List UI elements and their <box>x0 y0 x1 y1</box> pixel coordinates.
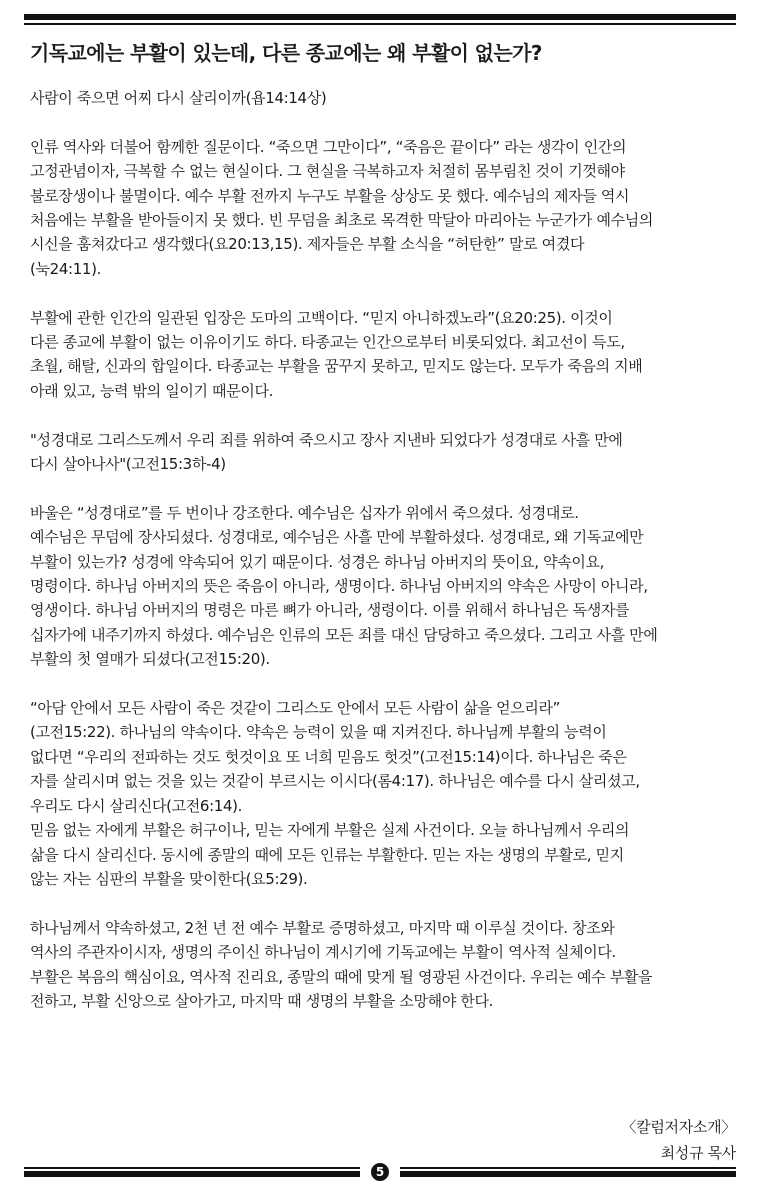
bottom-rule-right <box>400 1164 736 1180</box>
bottom-rule-left <box>24 1164 360 1180</box>
paragraph-line: 영생이다. 하나님 아버지의 명령은 마른 뼈가 아니라, 생령이다. 이를 위해서 하나님은 독생자를 <box>30 601 630 620</box>
paragraph-line: 삶을 다시 살리신다. 동시에 종말의 때에 모든 인류는 부활한다. 믿는 자는 생명의 부활로, 믿지 <box>30 845 624 864</box>
paragraph-line: 처음에는 부활을 받아들이지 못 했다. 빈 무덤을 최초로 목격한 막달아 마리아는 누군가가 예수님의 <box>30 211 654 230</box>
paragraph-6 <box>30 916 734 1014</box>
bottom-rule-thin <box>400 1167 736 1169</box>
paragraph-4 <box>30 501 734 672</box>
paragraph-gap <box>30 110 734 134</box>
scripture-quote <box>30 428 734 477</box>
paragraph-line: 예수님은 무덤에 장사되셨다. 성경대로, 예수님은 사흘 만에 부활하셨다. 성경대로, 왜 기독교에만 <box>30 528 644 547</box>
bottom-rule <box>24 1164 736 1180</box>
paragraph-line: 십자가에 내주기까지 하셨다. 예수님은 인류의 모든 죄를 대신 담당하고 죽으셨다. 그리고 사흘 만에 <box>30 625 658 644</box>
page-number-badge: 5 <box>371 1163 389 1181</box>
paragraph-line: 우리도 다시 살리신다(고전6:14). <box>30 796 243 815</box>
bottom-rule-thin <box>24 1167 360 1169</box>
paragraph-line: 믿음 없는 자에게 부활은 허구이나, 믿는 자에게 부활은 실제 사건이다. 오늘 하나님께서 우리의 <box>30 821 630 840</box>
paragraph-line: 다시 살아나사"(고전15:3하-4) <box>30 455 226 474</box>
paragraph-line: 부활은 복음의 핵심이요, 역사적 진리요, 종말의 때에 맞게 될 영광된 사건이다. 우리는 예수 부활을 <box>30 967 653 986</box>
paragraph-line: 시신을 훔쳐갔다고 생각했다(요20:13,15). 제자들은 부활 소식을 “허탄한” 말로 여겼다 <box>30 235 585 254</box>
paragraph-line: “아담 안에서 모든 사람이 죽은 것같이 그리스도 안에서 모든 사람이 삶을 얻으리라” <box>30 699 561 718</box>
bottom-rule-thick <box>24 1171 360 1177</box>
paragraph-line: (고전15:22). 하나님의 약속이다. 약속은 능력이 있을 때 지켜진다. 하나님께 부활의 능력이 <box>30 723 607 742</box>
paragraph-line: 명령이다. 하나님 아버지의 뜻은 죽음이 아니라, 생명이다. 하나님 아버지의 약속은 사망이 아니라, <box>30 577 648 596</box>
top-rule <box>24 14 736 25</box>
author-intro-label: 〈칼럼저자소개〉 <box>621 1118 736 1136</box>
paragraph-line: 부활의 첫 열매가 되셨다(고전15:20). <box>30 650 270 669</box>
paragraph-line: 고정관념이자, 극복할 수 없는 현실이다. 그 현실을 극복하고자 처절히 몸부림친 것이 기껏해야 <box>30 162 625 181</box>
paragraph-5 <box>30 696 734 891</box>
paragraph-gap <box>30 476 734 500</box>
paragraph-line: 부활이 있는가? 성경에 약속되어 있기 때문이다. 성경은 하나님 아버지의 뜻이요, 약속이요, <box>30 552 605 571</box>
paragraph-line: (눅24:11). <box>30 259 102 278</box>
paragraph-gap <box>30 672 734 696</box>
paragraph-line: 초월, 해탈, 신과의 합일이다. 타종교는 부활을 꿈꾸지 못하고, 믿지도 않는다. 모두가 죽음의 지배 <box>30 357 643 376</box>
paragraph-2 <box>30 306 734 404</box>
paragraph-line: 않는 자는 심판의 부활을 맞이한다(요5:29). <box>30 869 308 888</box>
paragraph-gap <box>30 891 734 915</box>
paragraph-line: 부활에 관한 인간의 일관된 입장은 도마의 고백이다. “믿지 아니하겠노라”(요20:25). 이것이 <box>30 308 613 327</box>
paragraph-line: 불로장생이나 불멸이다. 예수 부활 전까지 누구도 부활을 상상도 못 했다. 예수님의 제자들 역시 <box>30 186 630 205</box>
article-title: 기독교에는 부활이 있는데, 다른 종교에는 왜 부활이 없는가? <box>30 41 542 65</box>
bible-verse <box>30 86 734 110</box>
paragraph-line: 아래 있고, 능력 밖의 일이기 때문이다. <box>30 381 274 400</box>
top-rule-thin <box>24 23 736 25</box>
article-body <box>30 38 734 1013</box>
paragraph-line: 바울은 “성경대로”를 두 번이나 강조한다. 예수님은 십자가 위에서 죽으셨다. 성경대로. <box>30 503 579 522</box>
paragraph-line: 전하고, 부활 신앙으로 살아가고, 마지막 때 생명의 부활을 소망해야 한다. <box>30 991 494 1010</box>
paragraph-line: 다른 종교에 부활이 없는 이유이기도 하다. 타종교는 인간으로부터 비롯되었다. 최고선이 득도, <box>30 333 625 352</box>
paragraph-line: 없다면 “우리의 전파하는 것도 헛것이요 또 너희 믿음도 헛것”(고전15:14)이다. 하나님은 죽은 <box>30 747 627 766</box>
bottom-rule-thick <box>400 1171 736 1177</box>
paragraph-line: 자를 살리시며 없는 것을 있는 것같이 부르시는 이시다(롬4:17). 하나님은 예수를 다시 살리셨고, <box>30 772 640 791</box>
paragraph-gap <box>30 281 734 305</box>
paragraph-1 <box>30 135 734 281</box>
paragraph-line: 하나님께서 약속하셨고, 2천 년 전 예수 부활로 증명하셨고, 마지막 때 이루실 것이다. 창조와 <box>30 918 615 937</box>
paragraph-line: 역사의 주관자이시자, 생명의 주이신 하나님이 계시기에 기독교에는 부활이 역사적 실체이다. <box>30 943 616 962</box>
verse-line: 사람이 죽으면 어찌 다시 살리이까(욥14:14상) <box>30 89 327 107</box>
paragraph-line: "성경대로 그리스도께서 우리 죄를 위하여 죽으시고 장사 지낸바 되었다가 성경대로 사흘 만에 <box>30 430 623 449</box>
top-rule-thick <box>24 14 736 20</box>
author-signature <box>621 1114 736 1166</box>
paragraph-line: 인류 역사와 더불어 함께한 질문이다. “죽으면 그만이다”, “죽음은 끝이다” 라는 생각이 인간의 <box>30 137 627 156</box>
paragraph-gap <box>30 403 734 427</box>
author-name: 최성규 목사 <box>660 1144 736 1162</box>
